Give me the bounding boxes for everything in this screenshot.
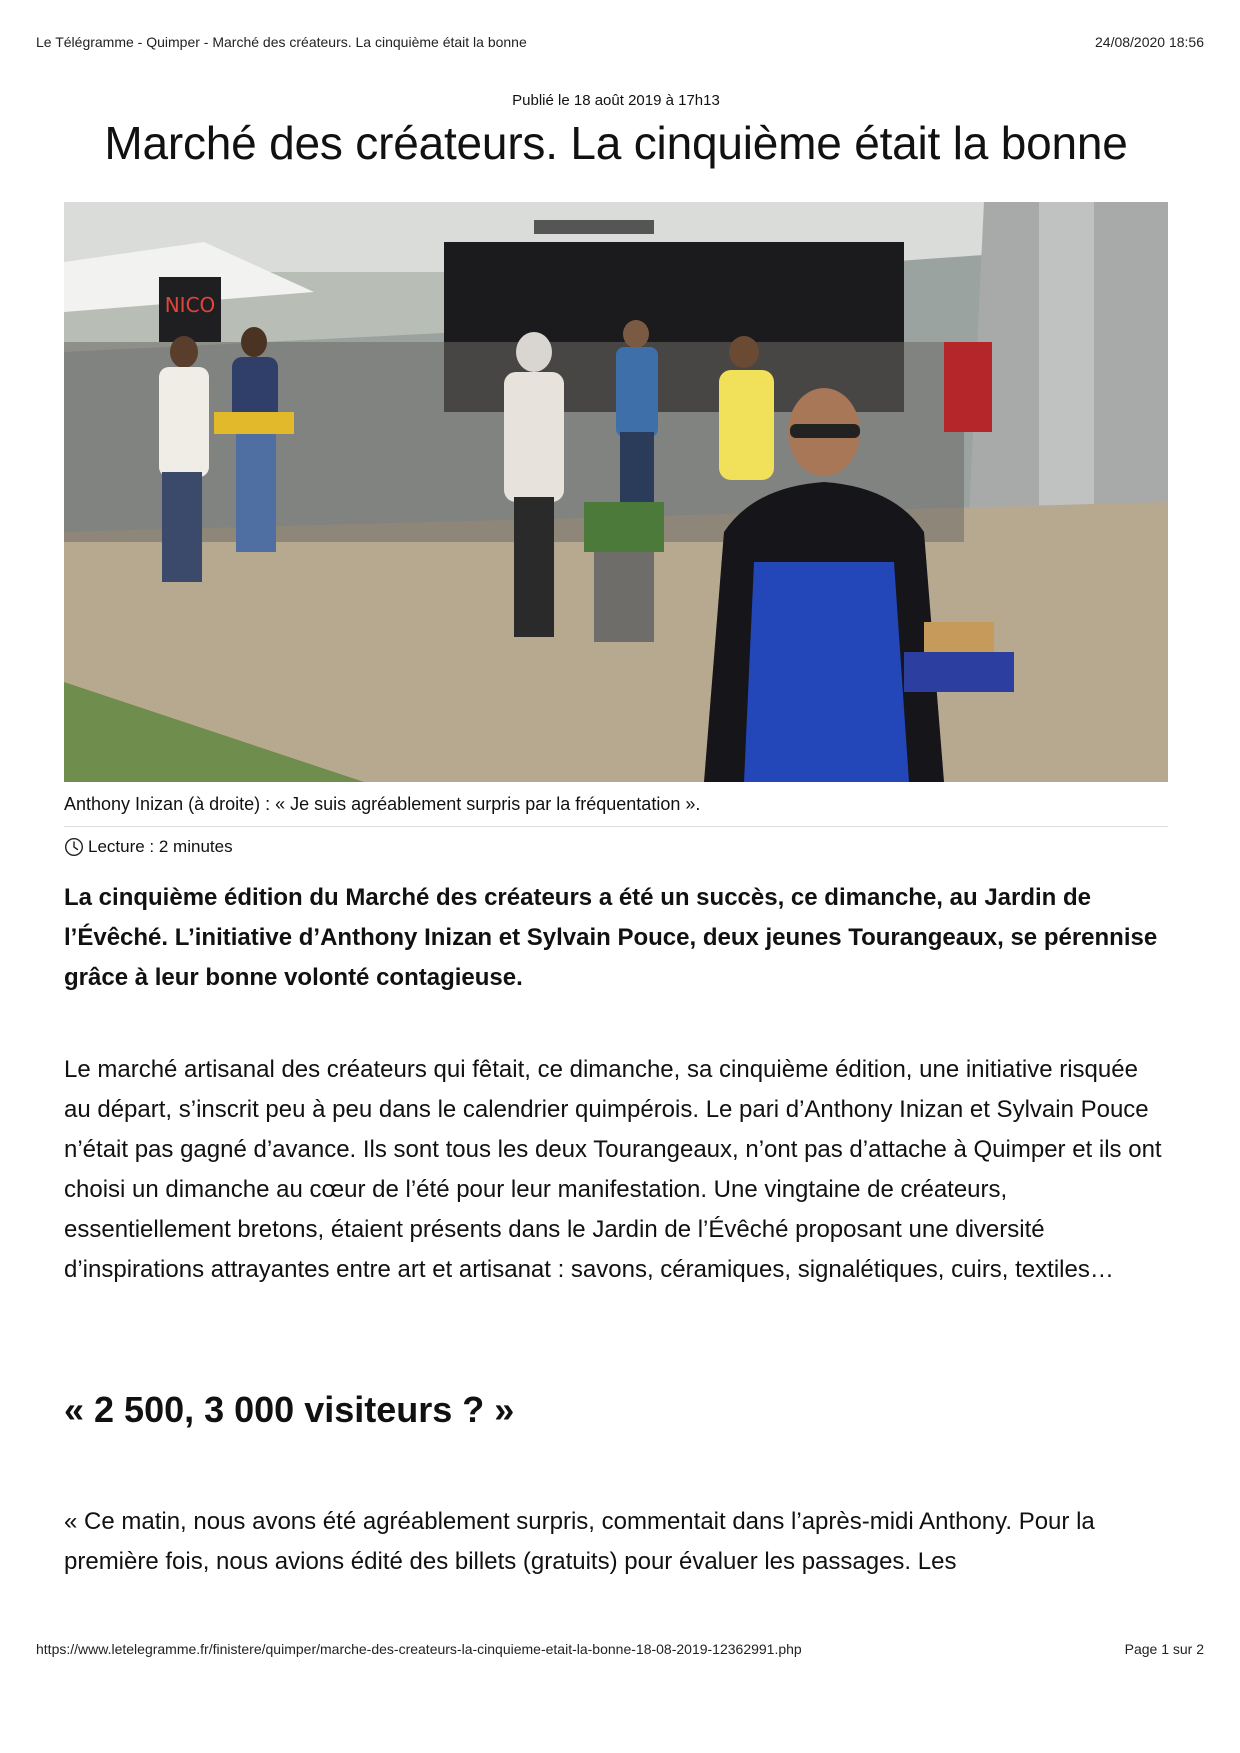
print-datetime: 24/08/2020 18:56 — [1095, 34, 1204, 50]
divider — [64, 826, 1168, 827]
publish-date: Publié le 18 août 2019 à 17h13 — [512, 92, 720, 109]
print-url: https://www.letelegramme.fr/finistere/quimper/marche-des-createurs-la-cinquieme-etait-la-bonne-18-08-2019-12362991.php — [36, 1641, 802, 1657]
print-page-number: Page 1 sur 2 — [1124, 1641, 1204, 1657]
print-header — [36, 34, 1204, 50]
clock-icon — [64, 837, 84, 857]
article-title: Marché des créateurs. La cinquième était la bonne — [104, 117, 1128, 169]
article-paragraph-1: Le marché artisanal des créateurs qui fêtait, ce dimanche, sa cinquième édition, une initiative risquée au départ, s’inscrit peu à peu dans le calendrier quimpérois. Le pari d’Anthony Inizan et Sylvain Pouce n’était pas gagné d’avance. Ils sont tous les deux Tourangeaux, n’ont pas d’attache à Quimper et ils ont choisi un dimanche au cœur de l’été pour leur manifestation. Une vingtaine de créateurs, essentiellement bretons, étaient présents dans le Jardin de l’Évêché proposant une diversité d’inspirations attrayantes entre art et artisanat : savons, céramiques, signalétiques, cuirs, textiles… — [64, 1056, 1162, 1283]
article-paragraph-2: « Ce matin, nous avons été agréablement surpris, commentait dans l’après-midi Anthony. Pour la première fois, nous avions édité des billets (gratuits) pour évaluer les passages. Les — [64, 1508, 1095, 1575]
article-lead: La cinquième édition du Marché des créateurs a été un succès, ce dimanche, au Jardin de l’Évêché. L’initiative d’Anthony Inizan et Sylvain Pouce, deux jeunes Tourangeaux, se pérennise grâce à leur bonne volonté contagieuse. — [64, 884, 1158, 991]
article-subheading: « 2 500, 3 000 visiteurs ? » — [64, 1389, 515, 1430]
stand-sign-text: NICO — [164, 293, 216, 317]
print-footer — [36, 1641, 1204, 1657]
reading-time — [64, 837, 233, 857]
reading-time-label: Lecture : 2 minutes — [88, 837, 233, 856]
article-photo — [64, 202, 1168, 782]
photo-caption: Anthony Inizan (à droite) : « Je suis agréablement surpris par la fréquentation ». — [64, 794, 701, 814]
print-page-title: Le Télégramme - Quimper - Marché des créateurs. La cinquième était la bonne — [36, 34, 527, 50]
